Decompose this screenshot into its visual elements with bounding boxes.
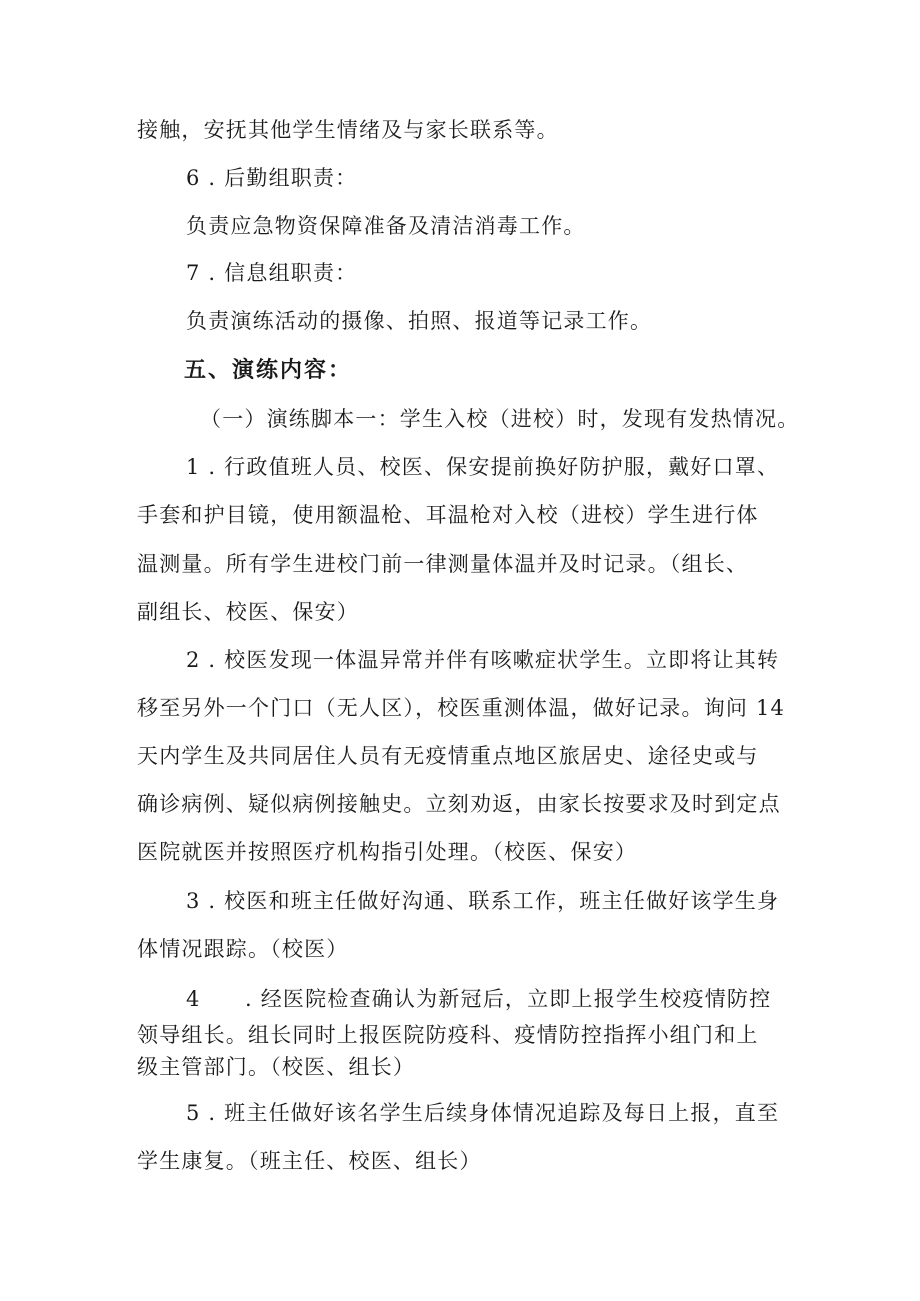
- paragraph-line: 确诊病例、疑似病例接触史。立刻劝返，由家长按要求及时到定点: [137, 792, 781, 816]
- section-heading: 五、演练内容：: [184, 358, 353, 383]
- paragraph-line: 医院就医并按照医疗机构指引处理。（校医、保安）: [137, 840, 638, 864]
- paragraph-line: 负责演练活动的摄像、拍照、报道等记录工作。: [186, 309, 653, 333]
- section-title-info: 7 . 信息组职责：: [186, 261, 358, 285]
- paragraph-line: 4 . 经医院检查确认为新冠后，立即上报学生校疫情防控: [186, 987, 772, 1011]
- paragraph-line: 1 . 行政值班人员、校医、保安提前换好防护服，戴好口罩、: [186, 455, 780, 479]
- subsection-heading: （一）演练脚本一：学生入校（进校）时，发现有发热情况。: [200, 407, 800, 431]
- paragraph-line: 副组长、校医、保安）: [137, 600, 359, 624]
- paragraph-line: 体情况跟踪。（校医）: [137, 937, 349, 961]
- paragraph-line: 天内学生及共同居住人员有无疫情重点地区旅居史、途径史或与: [137, 744, 759, 768]
- paragraph-line: 2 . 校医发现一体温异常并伴有咳嗽症状学生。立即将让其转: [186, 648, 780, 672]
- paragraph-line: 接触，安抚其他学生情绪及与家长联系等。: [137, 118, 559, 142]
- paragraph-line: 级主管部门。（校医、组长）: [137, 1055, 416, 1079]
- paragraph-line: 温测量。所有学生进校门前一律测量体温并及时记录。（组长、: [137, 552, 749, 576]
- paragraph-line: 学生康复。（班主任、校医、组长）: [137, 1149, 482, 1173]
- paragraph-line: 5 . 班主任做好该名学生后续身体情况追踪及每日上报，直至: [186, 1101, 780, 1125]
- paragraph-line: 负责应急物资保障准备及清洁消毒工作。: [186, 214, 586, 238]
- paragraph-line: 手套和护目镜，使用额温枪、耳温枪对入校（进校）学生进行体: [137, 503, 759, 527]
- section-title-logistics: 6 . 后勤组职责：: [186, 166, 358, 190]
- paragraph-line: 移至另外一个门口（无人区），校医重测体温，做好记录。询问 14: [137, 696, 786, 720]
- paragraph-line: 3 . 校医和班主任做好沟通、联系工作，班主任做好该学生身: [186, 889, 780, 913]
- paragraph-line: 领导组长。组长同时上报医院防疫科、疫情防控指挥小组门和上: [137, 1023, 759, 1047]
